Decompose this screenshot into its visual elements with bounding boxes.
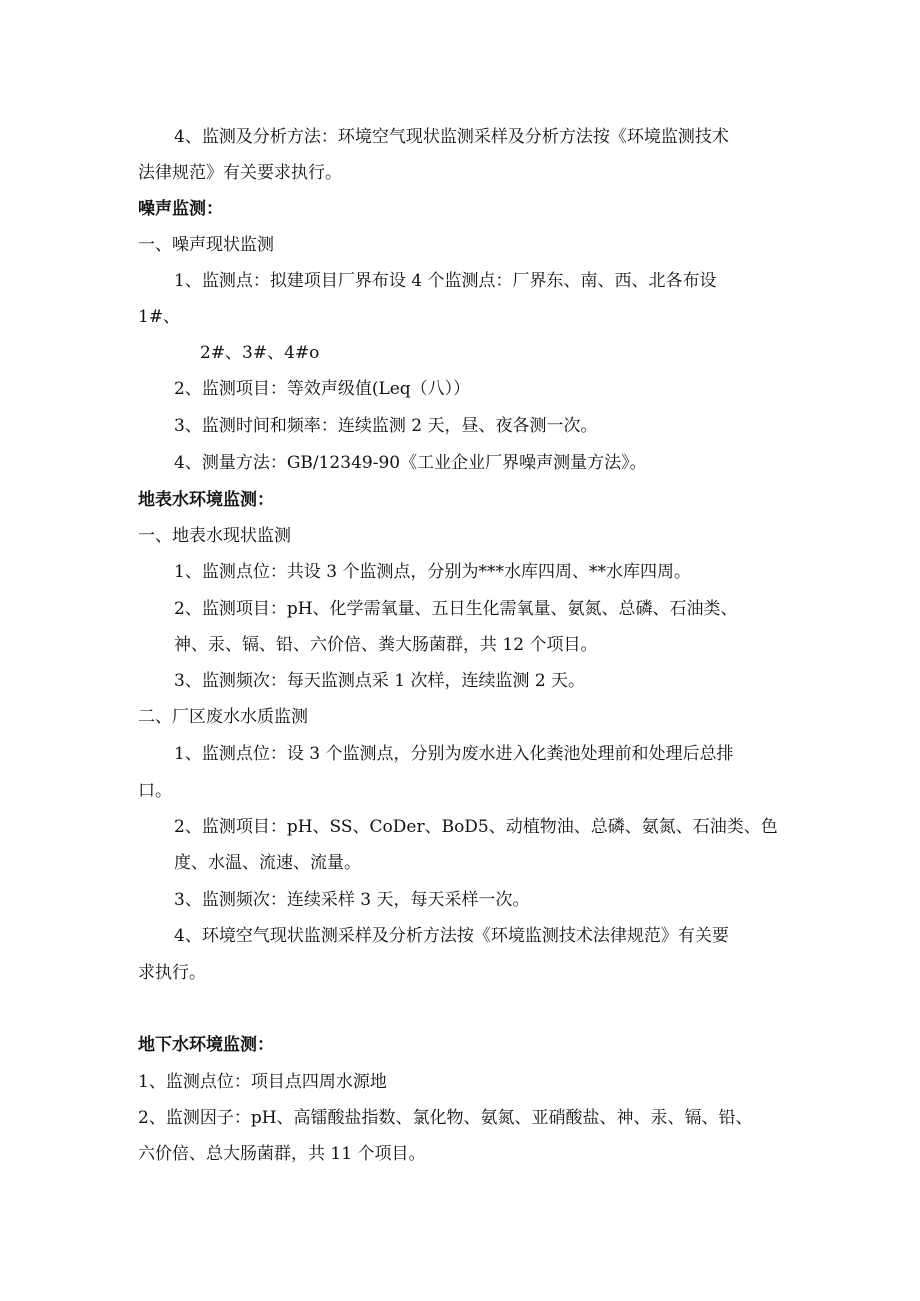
section-heading-noise: 噪声监测： xyxy=(138,199,223,219)
paragraph-line: 1、监测点位：共设 3 个监测点，分别为***水库四周、**水库四周。 xyxy=(174,562,691,582)
paragraph-line: 度、水温、流速、流量。 xyxy=(174,853,361,873)
paragraph-line: 3、监测时间和频率：连续监测 2 天，昼、夜各测一次。 xyxy=(174,416,598,436)
paragraph-line: 1、监测点位：设 3 个监测点，分别为废水进入化粪池处理前和处理后总排 xyxy=(174,744,734,764)
section-heading-surface-water: 地表水环境监测： xyxy=(138,490,274,510)
paragraph-line: 4、测量方法：GB/12349-90《工业企业厂界噪声测量方法》。 xyxy=(174,453,647,473)
paragraph-line: 4、监测及分析方法：环境空气现状监测采样及分析方法按《环境监测技术 xyxy=(174,127,729,147)
paragraph-line: 神、汞、镉、铅、六价倍、粪大肠菌群，共 12 个项目。 xyxy=(174,635,598,655)
paragraph-line: 1、监测点位：项目点四周水源地 xyxy=(138,1072,387,1092)
paragraph-line: 2、监测项目：pH、化学需氧量、五日生化需氧量、氨氮、总磷、石油类、 xyxy=(174,599,738,619)
paragraph-line: 2#、3#、4#o xyxy=(200,343,320,363)
subsection-heading: 二、厂区废水水质监测 xyxy=(138,707,308,727)
paragraph-line: 2、监测项目：等效声级值(Leq（八）） xyxy=(174,379,471,399)
paragraph-line: 1、监测点：拟建项目厂界布设 4 个监测点：厂界东、南、西、北各布设 xyxy=(174,271,717,291)
subsection-heading: 一、地表水现状监测 xyxy=(138,526,291,546)
paragraph-line: 六价倍、总大肠菌群，共 11 个项目。 xyxy=(138,1144,426,1164)
paragraph-line: 2、监测因子：pH、高镭酸盐指数、氯化物、氨氮、亚硝酸盐、神、汞、镉、铅、 xyxy=(138,1108,753,1128)
paragraph-line: 1#、 xyxy=(138,307,181,327)
paragraph-line: 4、环境空气现状监测采样及分析方法按《环境监测技术法律规范》有关要 xyxy=(174,926,729,946)
paragraph-line: 3、监测频次：连续采样 3 天，每天采样一次。 xyxy=(174,890,530,910)
paragraph-line: 3、监测频次：每天监测点采 1 次样，连续监测 2 天。 xyxy=(174,671,586,691)
section-heading-groundwater: 地下水环境监测： xyxy=(138,1035,274,1055)
subsection-heading: 一、噪声现状监测 xyxy=(138,235,274,255)
paragraph-line: 2、监测项目：pH、SS、CoDer、BoD5、动植物油、总磷、氨氮、石油类、色 xyxy=(174,817,778,837)
paragraph-line: 口。 xyxy=(138,781,172,801)
paragraph-line: 法律规范》有关要求执行。 xyxy=(138,163,342,183)
paragraph-line: 求执行。 xyxy=(138,963,206,983)
